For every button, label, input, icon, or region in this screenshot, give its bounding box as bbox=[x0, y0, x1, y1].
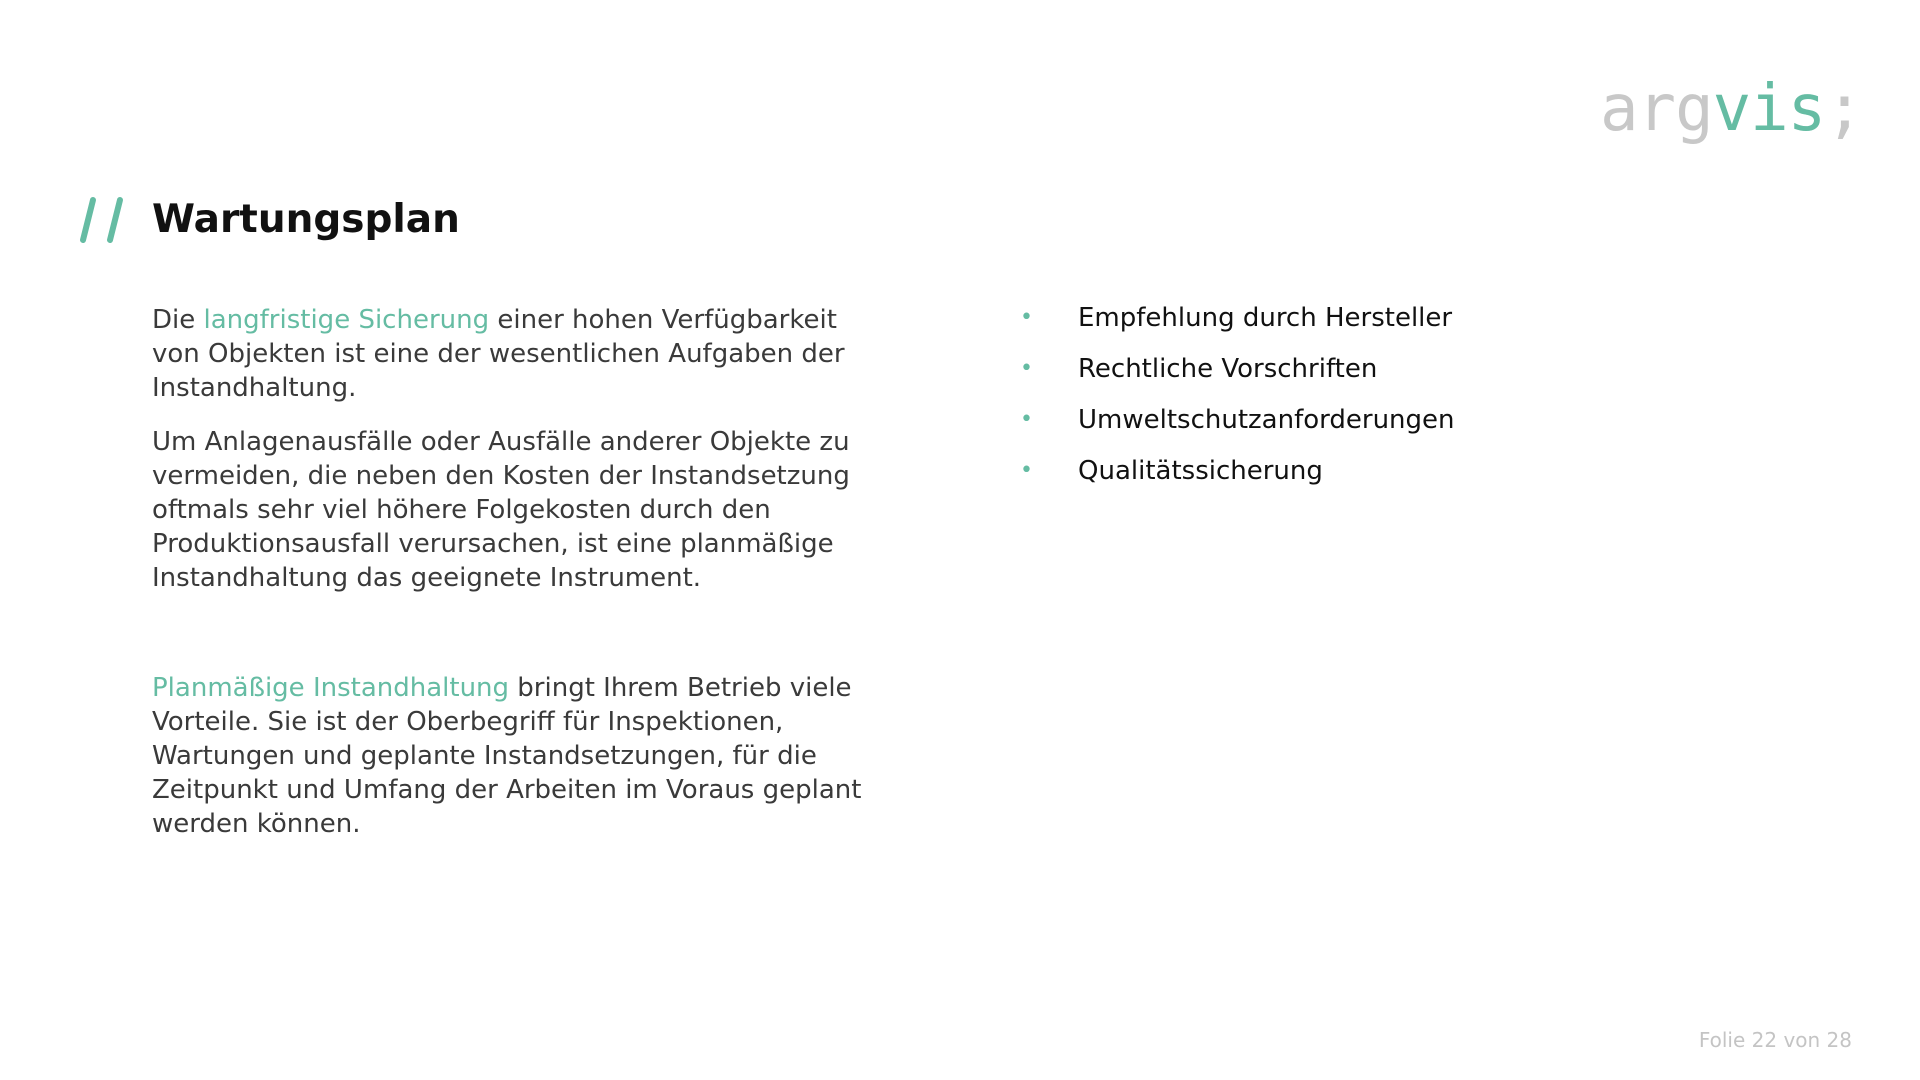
slide-number: Folie 22 von 28 bbox=[1698, 1028, 1852, 1052]
list-item-label: Qualitätssicherung bbox=[1078, 456, 1323, 486]
paragraph-2: Um Anlagenausfälle oder Ausfälle anderer Objekte zu vermeiden, die neben den Kosten der Instandsetzung oftmals sehr viel höhere Folgekosten durch den Produktionsausfall verursachen, ist eine planmäßige Instandhaltung das geeignete Instrument. bbox=[152, 427, 850, 593]
paragraph-3-highlight: Planmäßige Instandhaltung bbox=[152, 673, 510, 703]
bullet-dot-icon: • bbox=[1020, 356, 1033, 381]
bullet-dot-icon: • bbox=[1020, 458, 1033, 483]
logo-text-arg: arg bbox=[1600, 72, 1713, 146]
body-text-column bbox=[152, 303, 882, 841]
bullet-dot-icon: • bbox=[1020, 305, 1033, 330]
logo-text-semicolon: ; bbox=[1825, 72, 1863, 146]
paragraph-1-highlight: langfristige Sicherung bbox=[203, 305, 490, 335]
list-item-label: Empfehlung durch Hersteller bbox=[1078, 303, 1453, 333]
paragraph-1-after: einer hohen Verfügbarkeit von Objekten ist eine der wesentlichen Aufgaben der Instandhaltung. bbox=[152, 305, 845, 403]
double-slash-icon bbox=[78, 190, 128, 246]
paragraph-1 bbox=[152, 303, 882, 405]
argvis-logo bbox=[1600, 64, 1862, 154]
slide-title: Wartungsplan bbox=[152, 197, 460, 242]
list-item-label: Rechtliche Vorschriften bbox=[1078, 354, 1378, 384]
bullet-dot-icon: • bbox=[1020, 407, 1033, 432]
logo-text-vis: vis bbox=[1712, 72, 1826, 146]
paragraph-3 bbox=[152, 671, 882, 841]
paragraph-1-before: Die bbox=[152, 305, 204, 335]
list-item-label: Umweltschutzanforderungen bbox=[1078, 405, 1455, 435]
paragraph-3-after: bringt Ihrem Betrieb viele Vorteile. Sie ist der Oberbegriff für Inspektionen, Wartungen und geplante Instandsetzungen, für die Zeitpunkt und Umfang der Arbeiten im Voraus geplant werden können. bbox=[152, 673, 862, 839]
